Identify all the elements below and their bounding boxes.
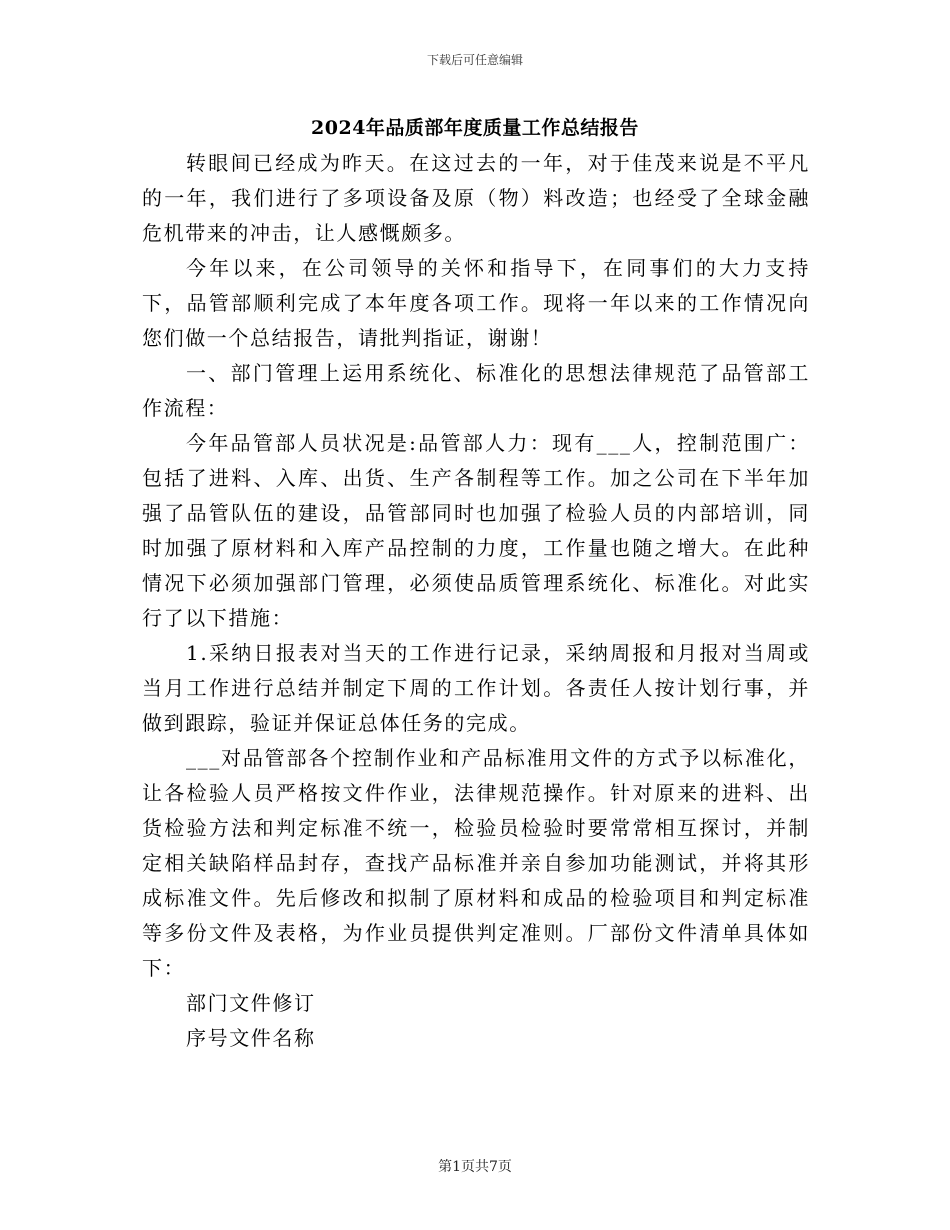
document-body — [142, 146, 810, 1056]
line-dept-doc-revision: 部门文件修订 — [186, 991, 316, 1015]
paragraph-measure-1: 1.采纳日报表对当天的工作进行记录，采纳周报和月报对当周或当月工作进行总结并制定下周的工作计划。各责任人按计划行事，并做到跟踪，验证并保证总体任务的完成。 — [142, 641, 810, 735]
line-table-header: 序号文件名称 — [186, 1026, 316, 1050]
paragraph-intro: 转眼间已经成为昨天。在这过去的一年，对于佳茂来说是不平凡的一年，我们进行了多项设备及原（物）料改造；也经受了全球金融危机带来的冲击，让人感慨颇多。 — [142, 151, 810, 245]
paragraph-staffing: 今年品管部人员状况是:品管部人力：现有___人，控制范围广：包括了进料、入库、出货、生产各制程等工作。加之公司在下半年加强了品管队伍的建设，品管部同时也加强了检验人员的内部培训，同时加强了原材料和入库产品控制的力度，工作量也随之增大。在此种情况下必须加强部门管理，必须使品质管理系统化、标准化。对此实行了以下措施： — [142, 431, 810, 630]
document-title: 2024年品质部年度质量工作总结报告 — [311, 117, 639, 139]
paragraph-measure-2: ___对品管部各个控制作业和产品标准用文件的方式予以标准化，让各检验人员严格按文件作业，法律规范操作。针对原来的进料、出货检验方法和判定标准不统一，检验员检验时要常常相互探讨，并制定相关缺陷样品封存，查找产品标准并亲自参加功能测试，并将其形成标准文件。先后修改和拟制了原材料和成品的检验项目和判定标准等多份文件及表格，为作业员提供判定准则。厂部份文件清单具体如下： — [142, 746, 810, 980]
page-footer-number: 第1页共7页 — [438, 1159, 512, 1175]
paragraph-summary: 今年以来，在公司领导的关怀和指导下，在同事们的大力支持下，品管部顺利完成了本年度各项工作。现将一年以来的工作情况向您们做一个总结报告，请批判指证，谢谢！ — [142, 256, 810, 350]
page-header-note: 下载后可任意编辑 — [426, 53, 523, 67]
section-heading-1: 一、部门管理上运用系统化、标准化的思想法律规范了品管部工作流程： — [142, 361, 810, 420]
